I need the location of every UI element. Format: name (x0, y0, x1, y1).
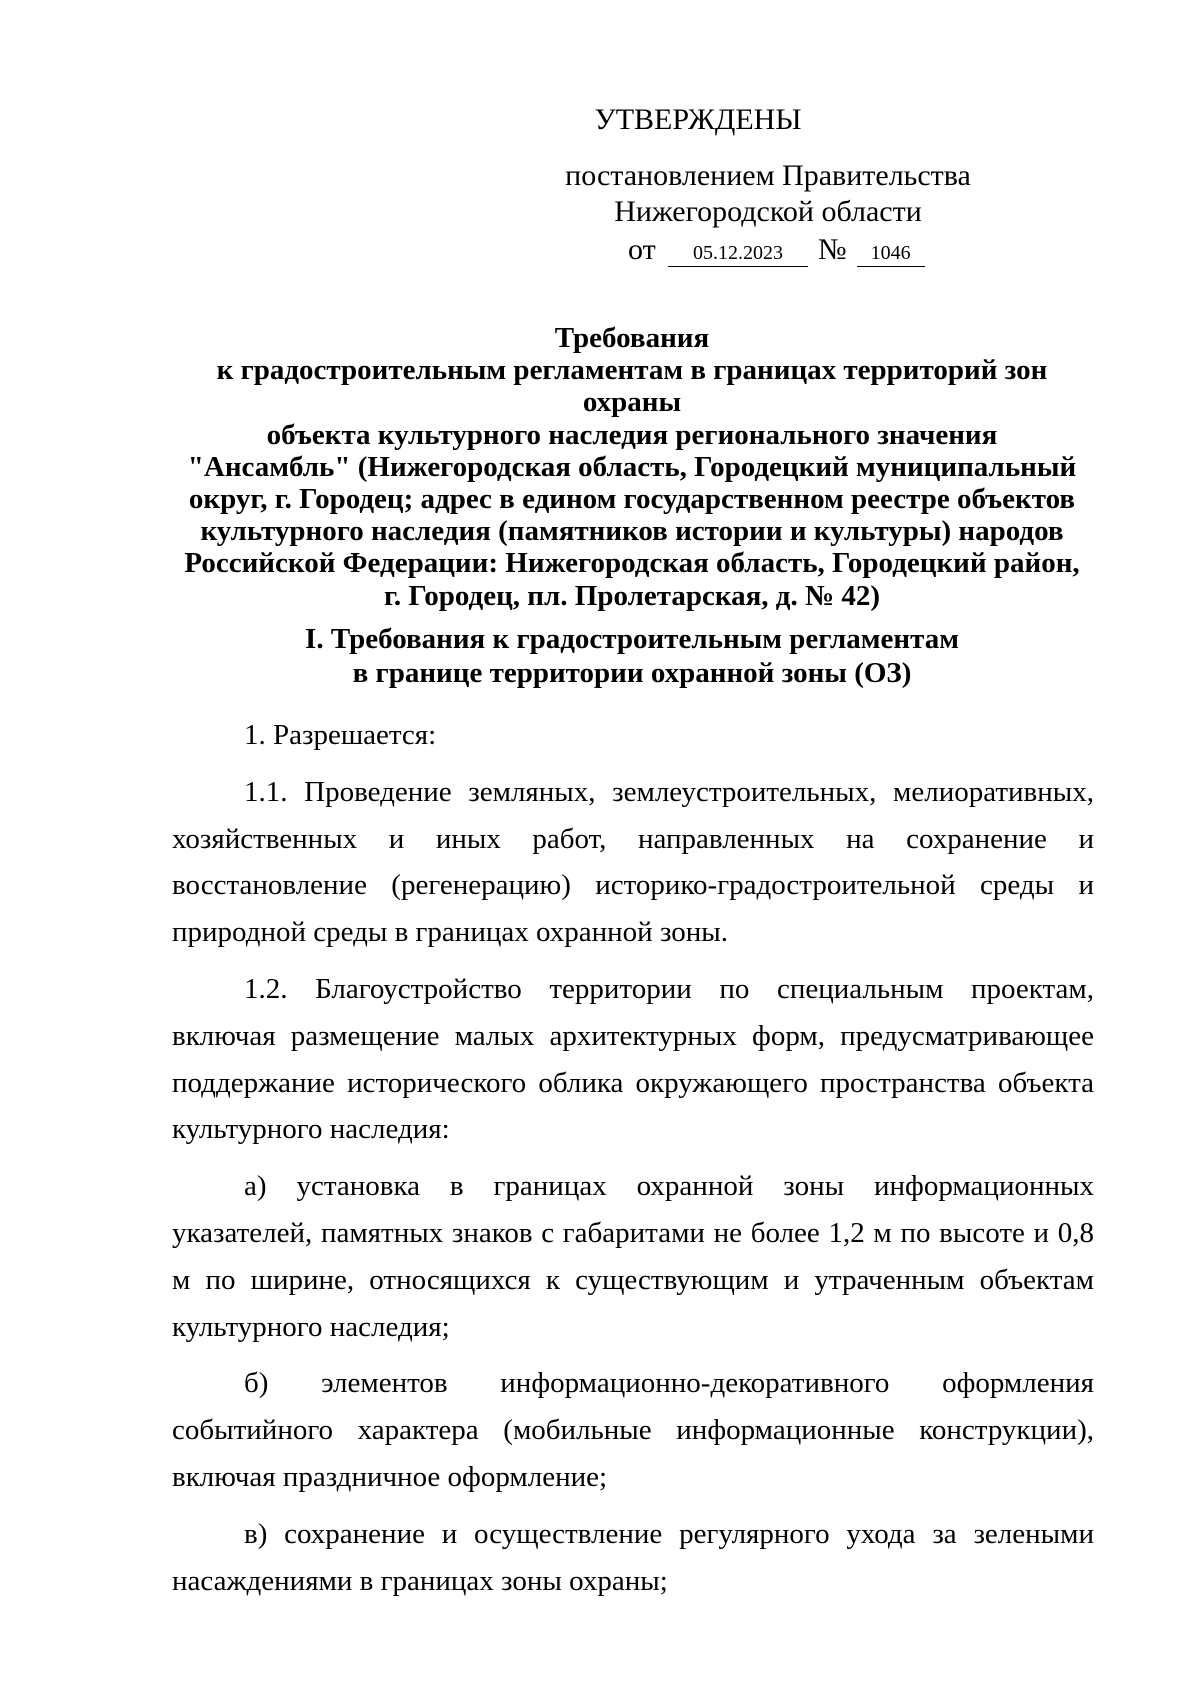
section-heading-line: в границе территории охранной зоны (ОЗ) (352, 657, 912, 689)
paragraph: 1.1. Проведение земляных, землеустроительных, мелиоративных, хозяйственных и иных работ, направленных на сохранение и восстановление (регенерацию) историко-градостроительной среды и природной среды в границах охранной зоны. (172, 775, 1094, 949)
paragraph: а) установка в границах охранной зоны информационных указателей, памятных знаков с габаритами не более 1,2 м по высоте и 0,8 м по ширине, относящихся к существующим и утраченным объектам культурного наследия; (172, 1170, 1094, 1343)
approval-block (565, 102, 988, 268)
approval-heading: УТВЕРЖДЕНЫ (594, 103, 802, 136)
title-line: "Ансамбль" (Нижегородская область, Городецкий муниципальный (187, 450, 1077, 483)
section-heading-line: I. Требования к градостроительным регламентам (305, 623, 959, 655)
title-line: культурного наследия (памятников истории и культуры) народов (200, 515, 1064, 548)
approval-date-row (628, 232, 988, 268)
title-line: Российской Федерации: Нижегородская область, Городецкий район, (184, 547, 1080, 580)
title-line: округ, г. Городец; адрес в едином государственном реестре объектов (188, 483, 1076, 516)
document-body (172, 712, 1094, 1604)
from-label: от (628, 233, 656, 266)
title-line: к градостроительным регламентам в границах территорий зон охраны (216, 354, 1048, 419)
document-title (170, 322, 1094, 612)
title-line: Требования (554, 322, 710, 354)
paragraph: б) элементов информационно-декоративного оформления событийного характера (мобильные информационные конструкции), включая праздничное оформление; (172, 1367, 1094, 1493)
approval-number: 1046 (857, 240, 925, 267)
approval-line-1: постановлением Правительства (565, 159, 971, 192)
paragraph: 1.2. Благоустройство территории по специальным проектам, включая размещение малых архитектурных форм, предусматривающее поддержание исторического облика окружающего пространства объекта культурного наследия: (172, 972, 1094, 1146)
number-label: № (818, 233, 847, 266)
title-line: г. Городец, пл. Пролетарская, д. № 42) (383, 579, 881, 612)
section-heading (170, 622, 1094, 690)
approval-date: 05.12.2023 (668, 240, 808, 267)
paragraph: в) сохранение и осуществление регулярного ухода за зелеными насаждениями в границах зоны охраны; (172, 1517, 1094, 1597)
title-line: объекта культурного наследия регионального значения (266, 418, 998, 451)
approval-line-2: Нижегородской области (614, 195, 922, 228)
paragraph: 1. Разрешается: (244, 719, 437, 751)
